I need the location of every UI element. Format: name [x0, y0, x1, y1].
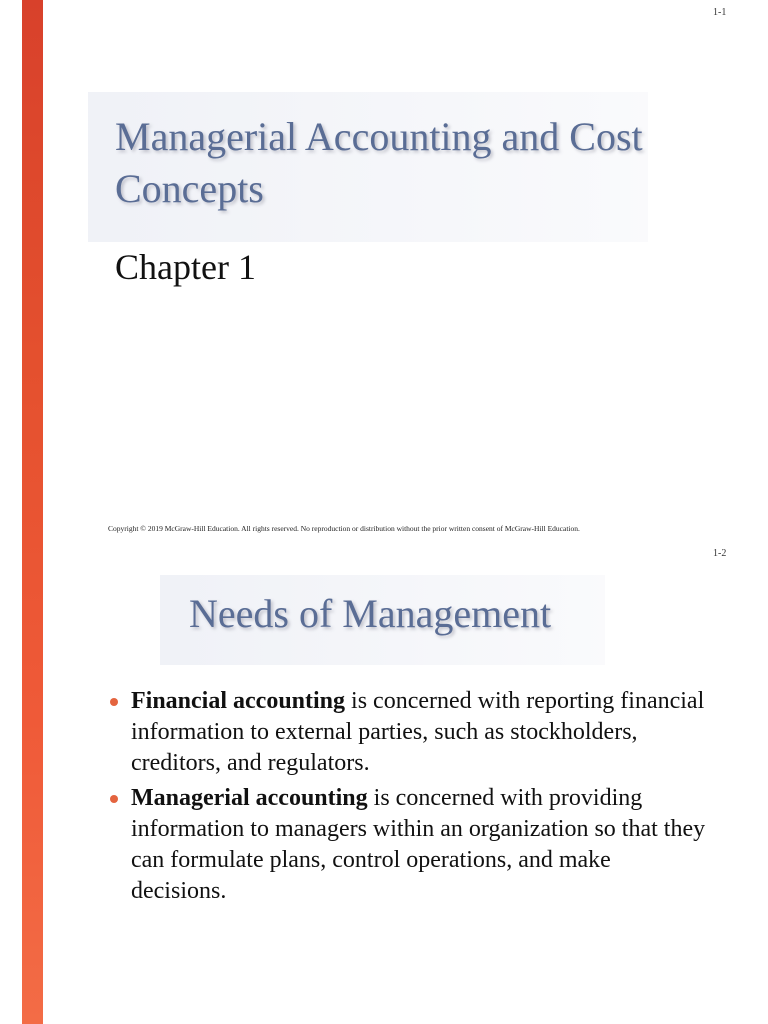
slide-1-page-number: 1-1: [713, 7, 727, 18]
bullet-list: [108, 686, 708, 911]
bullet-term: Financial accounting: [131, 688, 346, 714]
slide-2-page-number: 1-2: [713, 548, 727, 559]
bullet-item-financial-accounting: [108, 686, 708, 779]
bullet-text: is concerned with reporting financial information to external parties, such as stockholders, creditors, and regulators.: [131, 688, 705, 776]
bullet-dot-icon: [110, 698, 118, 706]
slide-1-title: Managerial Accounting and Cost Concepts: [115, 114, 643, 211]
slide-1-subtitle: Chapter 1: [115, 247, 256, 287]
bullet-text: is concerned with providing information to managers within an organization so that they can formulate plans, control operations, and make decisions.: [131, 785, 706, 904]
slide-2-title: Needs of Management: [189, 591, 552, 636]
copyright-notice: Copyright © 2019 McGraw-Hill Education. All rights reserved. No reproduction or distribution without the prior written consent of McGraw-Hill Education.: [108, 524, 580, 533]
bullet-dot-icon: [110, 795, 118, 803]
decorative-side-bar: [22, 0, 43, 1024]
bullet-term: Managerial accounting: [131, 785, 368, 811]
bullet-item-managerial-accounting: [108, 783, 708, 907]
